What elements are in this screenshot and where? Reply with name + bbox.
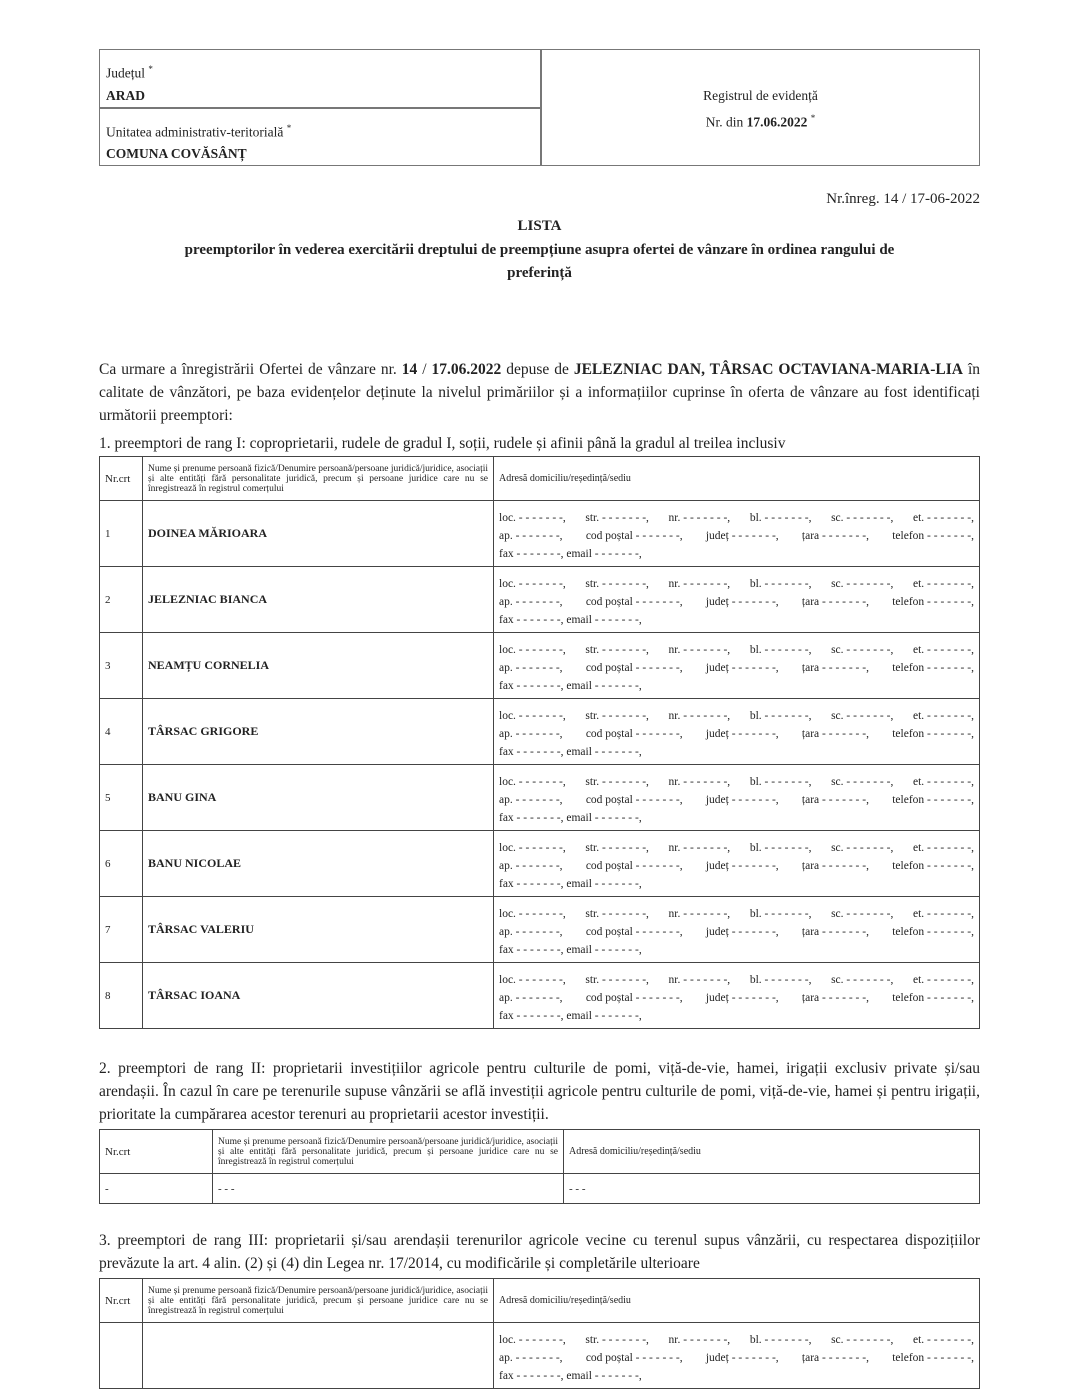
document-subtitle (99, 239, 980, 285)
address-field: loc. - - - - - - -, (499, 841, 566, 854)
sellers-names: JELEZNIAC DAN, TÂRSAC OCTAVIANA-MARIA-LIA (573, 361, 963, 378)
address-field: fax - - - - - - -, email - - - - - - -, (499, 1369, 642, 1382)
rank3-table (99, 1278, 980, 1389)
address-field: nr. - - - - - - -, (668, 775, 731, 788)
address-field: bl. - - - - - - -, (749, 973, 812, 986)
address-field: județ - - - - - - -, (705, 727, 779, 740)
address-field: sc. - - - - - - -, (831, 709, 894, 722)
address-field: loc. - - - - - - -, (499, 709, 566, 722)
subtitle-line-1: preemptorilor în vederea exercitării dreptului de preempțiune asupra ofertei de vânzare în ordinea rangului de (184, 242, 895, 258)
address-field: județ - - - - - - -, (705, 793, 779, 806)
header-nr: Nr.crt (100, 1130, 213, 1174)
address-field: fax - - - - - - -, email - - - - - - -, (499, 877, 642, 890)
address-field: cod poștal - - - - - - -, (585, 925, 683, 938)
address-field: ap. - - - - - - -, (499, 1351, 563, 1364)
address-field: telefon - - - - - - -, (892, 529, 974, 542)
address-field: ap. - - - - - - -, (499, 793, 563, 806)
address-field: cod poștal - - - - - - -, (585, 793, 683, 806)
address-field: cod poștal - - - - - - -, (585, 727, 683, 740)
address-field: str. - - - - - - -, (585, 973, 649, 986)
address-field: str. - - - - - - -, (585, 775, 649, 788)
address-field: nr. - - - - - - -, (668, 907, 731, 920)
address-field: țara - - - - - - -, (801, 793, 869, 806)
address-field: județ - - - - - - -, (705, 991, 779, 1004)
table-row (100, 831, 980, 897)
address-field: județ - - - - - - -, (705, 925, 779, 938)
address-field: fax - - - - - - -, email - - - - - - -, (499, 679, 642, 692)
intro-paragraph: Ca urmare a înregistrării Ofertei de vânzare nr. 14 / 17.06.2022 depuse de JELEZNIAC DAN, TÂRSAC OCTAVIANA-MARIA-LIA în calitate de vânzători, pe baza evidențelor deținute la nivelul primăriilor și a informațiilor cuprinse în oferta de vânzare au fost identificați următorii preemptori: (99, 361, 980, 424)
header-nr: Nr.crt (100, 1279, 143, 1323)
address-field: ap. - - - - - - -, (499, 661, 563, 674)
address-field: sc. - - - - - - -, (831, 643, 894, 656)
row-name: - - - (213, 1174, 564, 1204)
address-field: sc. - - - - - - -, (831, 1333, 894, 1346)
address-field: telefon - - - - - - -, (892, 727, 974, 740)
section3-heading: 3. preemptori de rang III: proprietarii și/sau arendașii terenurilor agricole vecine cu terenul supus vânzării, cu respectarea dispozițiilor prevăzute la art. 4 alin. (2) și (4) din Legea nr. 17/2014, cu modificările și completările ulterioare (99, 1232, 980, 1272)
address-field: fax - - - - - - -, email - - - - - - -, (499, 1009, 642, 1022)
address-field: bl. - - - - - - -, (749, 709, 812, 722)
table-header-row (100, 1279, 980, 1323)
header-name: Nume și prenume persoană fizică/Denumire persoană/persoane juridică/juridice, asociații și alte entități fără personalitate juridică, precum și persoane juridice care nu se înregistrează în registrul comerțului (213, 1130, 564, 1174)
table-row (100, 699, 980, 765)
address-field: bl. - - - - - - -, (749, 643, 812, 656)
address-field: telefon - - - - - - -, (892, 859, 974, 872)
address-field: et. - - - - - - -, (912, 841, 974, 854)
address-field: et. - - - - - - -, (912, 907, 974, 920)
address-field: cod poștal - - - - - - -, (585, 859, 683, 872)
table-row (100, 963, 980, 1029)
address-field: bl. - - - - - - -, (749, 841, 812, 854)
address-field: telefon - - - - - - -, (892, 925, 974, 938)
address-field: sc. - - - - - - -, (831, 511, 894, 524)
row-address (494, 699, 980, 765)
row-address (494, 1323, 980, 1389)
address-field: et. - - - - - - -, (912, 973, 974, 986)
address-field: str. - - - - - - -, (585, 511, 649, 524)
address-field: nr. - - - - - - -, (668, 643, 731, 656)
uat-cell (100, 109, 540, 166)
required-mark: * (810, 113, 816, 123)
table-header-row (100, 1130, 980, 1174)
uat-label: Unitatea administrativ-teritorială (106, 124, 284, 139)
table-row (100, 1174, 980, 1204)
address-field: țara - - - - - - -, (801, 727, 869, 740)
required-mark: * (148, 64, 153, 74)
rank2-table (99, 1129, 980, 1204)
address-field: str. - - - - - - -, (585, 709, 649, 722)
address-field: nr. - - - - - - -, (668, 577, 731, 590)
address-field: fax - - - - - - -, email - - - - - - -, (499, 943, 642, 956)
address-field: ap. - - - - - - -, (499, 595, 563, 608)
judet-label: Județul (106, 65, 145, 81)
address-field: loc. - - - - - - -, (499, 643, 566, 656)
address-field: str. - - - - - - -, (585, 1333, 649, 1346)
table-header-row (100, 457, 980, 501)
row-name: TÂRSAC GRIGORE (143, 699, 494, 765)
address-field: et. - - - - - - -, (912, 511, 974, 524)
address-field: telefon - - - - - - -, (892, 595, 974, 608)
address-field: loc. - - - - - - -, (499, 1333, 566, 1346)
row-address (494, 963, 980, 1029)
row-address (494, 501, 980, 567)
header-nr: Nr.crt (100, 457, 143, 501)
address-field: județ - - - - - - -, (705, 595, 779, 608)
table-row (100, 897, 980, 963)
table-row (100, 1323, 980, 1389)
address-field: str. - - - - - - -, (585, 577, 649, 590)
judet-value: ARAD (106, 87, 145, 103)
document-title: LISTA (517, 218, 562, 234)
address-field: țara - - - - - - -, (801, 1351, 869, 1364)
address-field: telefon - - - - - - -, (892, 991, 974, 1004)
address-field: sc. - - - - - - -, (831, 841, 894, 854)
required-mark: * (286, 122, 292, 133)
address-field: bl. - - - - - - -, (749, 775, 812, 788)
row-address (494, 897, 980, 963)
header-name: Nume și prenume persoană fizică/Denumire persoană/persoane juridică/juridice, asociații și alte entități fără personalitate juridică, precum și persoane juridice care nu se înregistrează în registrul comerțului (143, 1279, 494, 1323)
address-field: ap. - - - - - - -, (499, 859, 563, 872)
address-field: cod poștal - - - - - - -, (585, 1351, 683, 1364)
row-name: BANU NICOLAE (143, 831, 494, 897)
address-field: ap. - - - - - - -, (499, 991, 563, 1004)
address-field: str. - - - - - - -, (585, 841, 649, 854)
row-address (494, 765, 980, 831)
address-field: loc. - - - - - - -, (499, 511, 566, 524)
address-field: sc. - - - - - - -, (831, 775, 894, 788)
address-field: fax - - - - - - -, email - - - - - - -, (499, 547, 642, 560)
address-field: et. - - - - - - -, (912, 775, 974, 788)
row-name: NEAMȚU CORNELIA (143, 633, 494, 699)
registration-number: Nr.înreg. 14 / 17-06-2022 (826, 191, 980, 207)
address-field: telefon - - - - - - -, (892, 793, 974, 806)
registru-date: 17.06.2022 (746, 114, 808, 130)
address-field: fax - - - - - - -, email - - - - - - -, (499, 811, 642, 824)
address-field: loc. - - - - - - -, (499, 973, 566, 986)
row-nr: 8 (100, 963, 143, 1029)
address-field: sc. - - - - - - -, (831, 577, 894, 590)
registru-nr: Nr. din (705, 114, 744, 130)
address-field: cod poștal - - - - - - -, (585, 661, 683, 674)
table-row (100, 567, 980, 633)
row-address (494, 567, 980, 633)
address-field: bl. - - - - - - -, (749, 907, 812, 920)
address-field: județ - - - - - - -, (705, 1351, 779, 1364)
address-field: nr. - - - - - - -, (668, 1333, 731, 1346)
row-address (494, 633, 980, 699)
address-field: telefon - - - - - - -, (892, 1351, 974, 1364)
address-field: țara - - - - - - -, (801, 661, 869, 674)
address-field: țara - - - - - - -, (801, 529, 869, 542)
address-field: sc. - - - - - - -, (831, 973, 894, 986)
address-field: loc. - - - - - - -, (499, 775, 566, 788)
row-nr (100, 1323, 143, 1389)
registru-label: Registrul de evidență (703, 88, 818, 103)
address-field: bl. - - - - - - -, (749, 511, 812, 524)
address-field: ap. - - - - - - -, (499, 727, 563, 740)
section2-heading: 2. preemptori de rang II: proprietarii investițiilor agricole pentru culturile de pomi, viță-de-vie, hamei, irigații exclusiv private și/sau arendașii. În cazul în care pe terenurile supuse vânzării se află investiții agricole pentru culturile de pomi, viță-de-vie, hamei și pentru irigații, prioritate la cumpărarea acestor terenuri au proprietarii acestor investiții. (99, 1060, 980, 1123)
address-field: cod poștal - - - - - - -, (585, 595, 683, 608)
address-field: str. - - - - - - -, (585, 907, 649, 920)
row-nr: 4 (100, 699, 143, 765)
row-nr: 7 (100, 897, 143, 963)
address-field: bl. - - - - - - -, (749, 1333, 812, 1346)
address-field: et. - - - - - - -, (912, 577, 974, 590)
row-address: - - - (564, 1174, 980, 1204)
row-nr: 2 (100, 567, 143, 633)
judet-cell (100, 50, 540, 109)
address-field: telefon - - - - - - -, (892, 661, 974, 674)
row-nr: 3 (100, 633, 143, 699)
header-address: Adresă domiciliu/reședință/sediu (494, 457, 980, 501)
address-field: nr. - - - - - - -, (668, 841, 731, 854)
address-field: et. - - - - - - -, (912, 1333, 974, 1346)
header-address: Adresă domiciliu/reședință/sediu (494, 1279, 980, 1323)
address-field: bl. - - - - - - -, (749, 577, 812, 590)
row-name: TÂRSAC IOANA (143, 963, 494, 1029)
row-name: DOINEA MĂRIOARA (143, 501, 494, 567)
table-row (100, 765, 980, 831)
row-name (143, 1323, 494, 1389)
address-field: nr. - - - - - - -, (668, 511, 731, 524)
section1-heading: 1. preemptori de rang I: coproprietarii, rudele de gradul I, soții, rudele și afinii până la gradul al treilea inclusiv (99, 435, 786, 452)
address-field: sc. - - - - - - -, (831, 907, 894, 920)
row-nr: 1 (100, 501, 143, 567)
address-field: ap. - - - - - - -, (499, 529, 563, 542)
address-field: județ - - - - - - -, (705, 859, 779, 872)
table-row (100, 633, 980, 699)
address-field: fax - - - - - - -, email - - - - - - -, (499, 613, 642, 626)
address-field: cod poștal - - - - - - -, (585, 991, 683, 1004)
address-field: județ - - - - - - -, (705, 661, 779, 674)
address-field: et. - - - - - - -, (912, 709, 974, 722)
header-name: Nume și prenume persoană fizică/Denumire persoană/persoane juridică/juridice, asociații și alte entități fără personalitate juridică, precum și persoane juridice care nu se înregistrează în registrul comerțului (143, 457, 494, 501)
address-field: țara - - - - - - -, (801, 991, 869, 1004)
rank1-table (99, 456, 980, 1029)
row-nr: 6 (100, 831, 143, 897)
row-name: BANU GINA (143, 765, 494, 831)
subtitle-line-2: preferință (507, 265, 572, 281)
address-field: et. - - - - - - -, (912, 643, 974, 656)
address-field: loc. - - - - - - -, (499, 907, 566, 920)
row-address (494, 831, 980, 897)
address-field: fax - - - - - - -, email - - - - - - -, (499, 745, 642, 758)
table-row (100, 501, 980, 567)
address-field: nr. - - - - - - -, (668, 973, 731, 986)
address-field: județ - - - - - - -, (705, 529, 779, 542)
address-field: nr. - - - - - - -, (668, 709, 731, 722)
header-address: Adresă domiciliu/reședință/sediu (564, 1130, 980, 1174)
address-field: țara - - - - - - -, (801, 859, 869, 872)
address-field: str. - - - - - - -, (585, 643, 649, 656)
address-field: loc. - - - - - - -, (499, 577, 566, 590)
header-box (99, 49, 980, 166)
row-name: TÂRSAC VALERIU (143, 897, 494, 963)
address-field: țara - - - - - - -, (801, 925, 869, 938)
address-field: cod poștal - - - - - - -, (585, 529, 683, 542)
row-name: JELEZNIAC BIANCA (143, 567, 494, 633)
address-field: țara - - - - - - -, (801, 595, 869, 608)
address-field: ap. - - - - - - -, (499, 925, 563, 938)
row-nr: 5 (100, 765, 143, 831)
uat-value: COMUNA COVĂSÂNȚ (106, 146, 247, 161)
registru-cell (542, 50, 979, 165)
row-nr: - (100, 1174, 213, 1204)
